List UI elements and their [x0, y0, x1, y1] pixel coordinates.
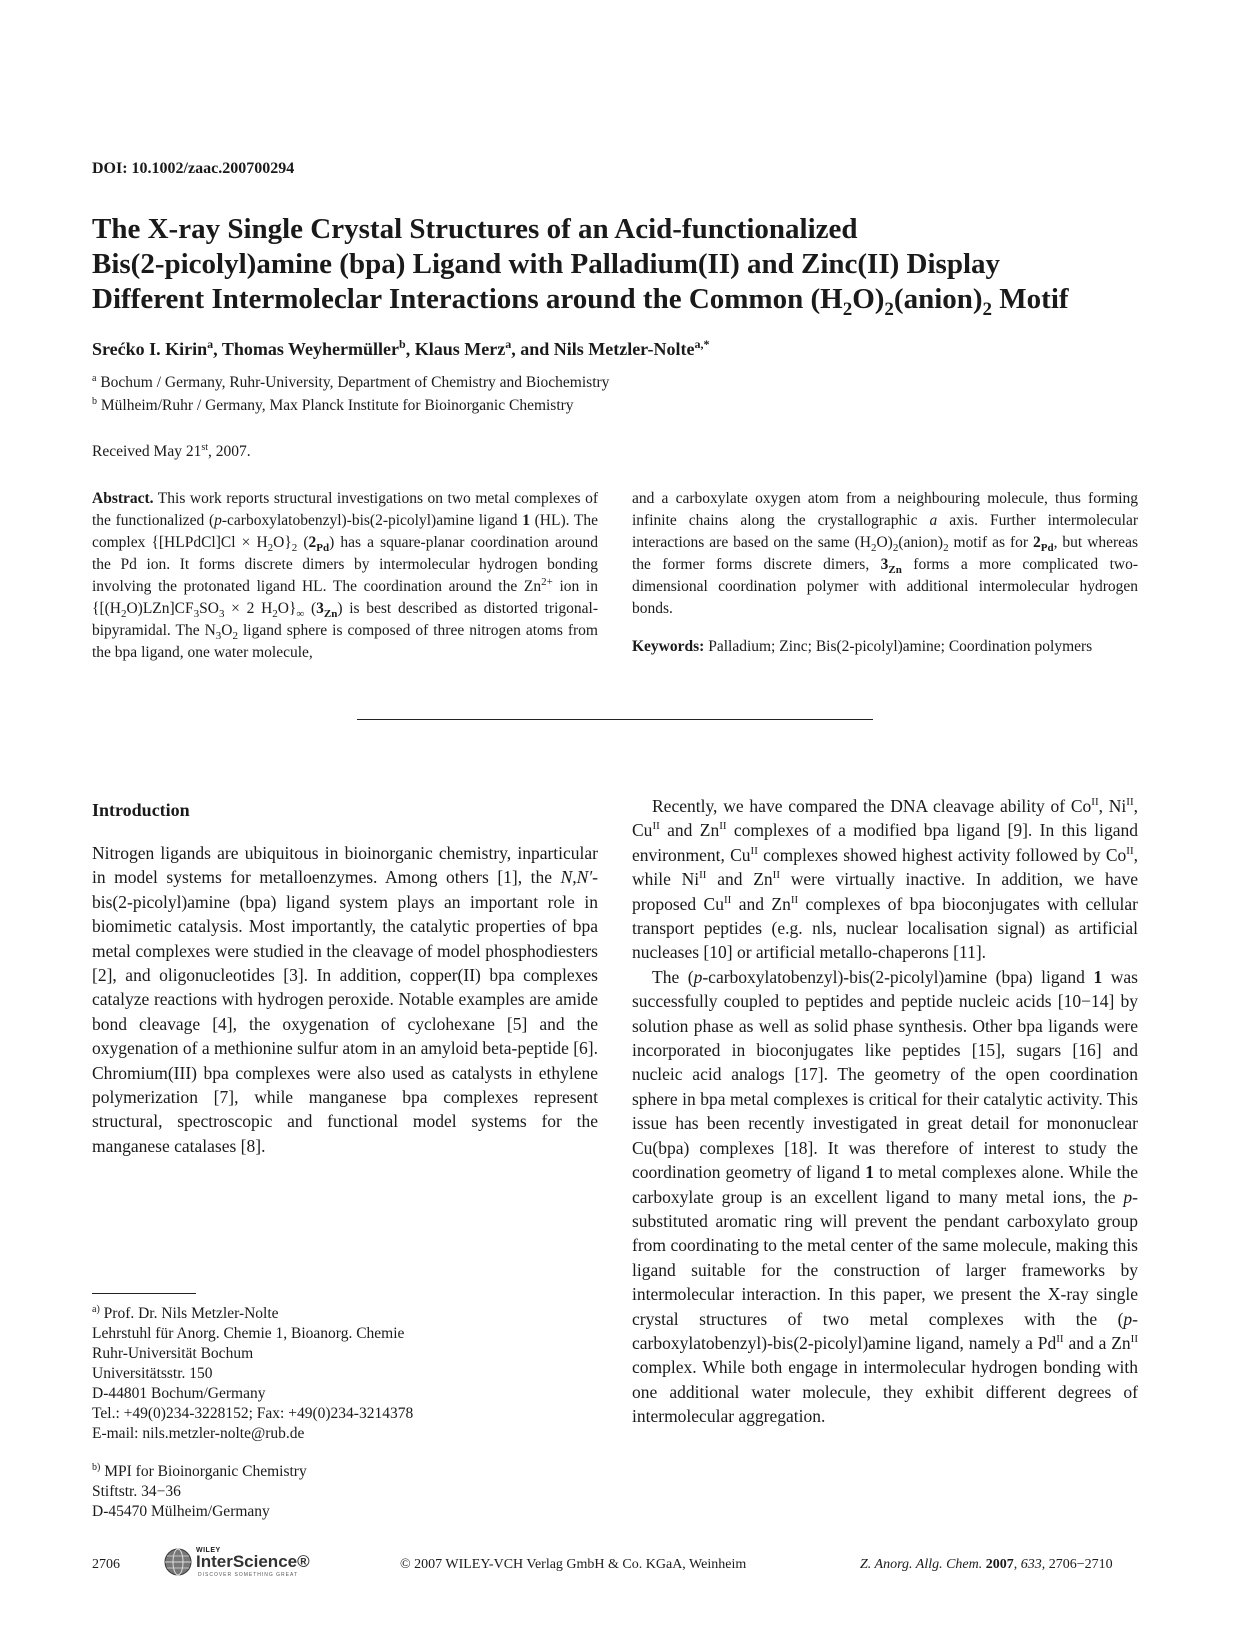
author: Klaus Merz — [414, 339, 506, 359]
journal-citation: Z. Anorg. Allg. Chem. 2007, 633, 2706−2710 — [860, 1557, 1113, 1572]
title-line-3: Different Intermoleclar Interactions around the Common $(H_2O)_2(anion)_2$ Motif — [92, 283, 1069, 320]
affiliation: $^a$ Bochum / Germany, Ruhr-University, Department of Chemistry and Biochemistry — [92, 373, 610, 392]
copyright: © 2007 WILEY-VCH Verlag GmbH & Co. KGaA, Weinheim — [400, 1557, 747, 1572]
intro-column-right — [632, 794, 1138, 1429]
abstract-right: and a carboxylate oxygen atom from a neighbouring molecule, thus forming infinite chains along the crystallographic a axis. Further intermolecular interactions are based on the same $(H_2O)_2(anion)_2$ motif as for $2_{Pd}$, but whereas the former forms discrete dimers, $3_{Zn}$ forms a more complicated two-dimensional coordination polymer with additional intermolecular hydrogen bonds. Keywords: Palladium; Zinc; Bis(2-picolyl)amine; Coordination polymers — [632, 488, 1138, 658]
author: Srećko I. Kirin — [92, 339, 208, 359]
abstract-label: Abstract. — [92, 490, 154, 507]
doi: DOI: 10.1002/zaac.200700294 — [92, 160, 295, 177]
abstract-left: Abstract. This work reports structural investigations on two metal complexes of the functionalized (p-carboxylatobenzyl)-bis(2-picolyl)amine ligand 1 (HL). The complex {[HLPdCl]Cl × $H_2O\}_2$ $(2_{Pd})$ has a square-planar coordination around the Pd ion. It forms discrete dimers by intermolecular hydrogen bonding involving the protonated ligand HL. The coordination around the $Zn^{2+}$ ion in {$[(H_2O)LZn]CF_3SO_3 \times 2$ $H_2O\}_\infty$ $(3_{Zn})$ is best described as distorted trigonal-bipyramidal. The $N_3O_2$ ligand sphere is composed of three nitrogen atoms from the bpa ligand, one water molecule, — [92, 490, 598, 661]
title-line-1: The X-ray Single Crystal Structures of an Acid-functionalized — [92, 213, 858, 245]
intro-paragraph-3: The (p-carboxylatobenzyl)-bis(2-picolyl)amine (bpa) ligand 1 was successfully coupled to peptides and peptide nucleic acids [10−14] by solution phase as well as solid phase synthesis. Other bpa ligands were incorporated in bioconjugates like peptides [15], sugars [16] and nucleic acid analogs [17]. The geometry of the open coordination sphere in bpa metal complexes is critical for their catalytic activity. This issue has been recently investigated in great detail for mononuclear Cu(bpa) complexes [18]. It was therefore of interest to study the coordination geometry of ligand 1 to metal complexes alone. While the carboxylate group is an excellent ligand to many metal ions, the p-substituted aromatic ring will prevent the pendant carboxylato group from coordinating to the metal center of the same molecule, making this ligand suitable for the construction of larger frameworks by intermolecular interaction. In this paper, we present the X-ray single crystal structures of two metal complexes with the (p-carboxylatobenzyl)-bis(2-picolyl)amine ligand, namely a $Pd^{II}$ and a $Zn^{II}$ complex. While both engage in intermolecular hydrogen bonding with one additional water molecule, they exhibit different degrees of intermolecular aggregation. — [632, 966, 1138, 1427]
article-title — [92, 212, 1172, 320]
email-link[interactable]: E-mail: nils.metzler-nolte@rub.de — [92, 1425, 305, 1443]
footnote-a: $^{a)}$ Prof. Dr. Nils Metzler-Nolte Lehrstuhl für Anorg. Chemie 1, Bioanorg. Chemie Ruhr-Universität Bochum Universitätsstr. 150 D-44801 Bochum/Germany Tel.: +49(0)234-3228152; Fax: +49(0)234-3214378 E-mail: nils.metzler-nolte@rub.de — [92, 1304, 414, 1443]
received-date: Received May 21st, 2007. — [92, 442, 251, 461]
keywords: Keywords: Palladium; Zinc; Bis(2-picolyl)amine; Coordination polymers — [632, 638, 1093, 655]
interscience-logo: WILEY InterScience® DISCOVER SOMETHING GREAT — [163, 1547, 323, 1577]
author-list: Srećko I. Kirin$^a$, Thomas Weyhermüller$^b$, Klaus Merz$^a$, and Nils Metzler-Nolte$^{a,*}$ — [92, 337, 710, 359]
section-heading-introduction: Introduction — [92, 800, 190, 820]
affiliation: $^b$ Mülheim/Ruhr / Germany, Max Planck Institute for Bioinorganic Chemistry — [92, 396, 574, 415]
abstract-divider — [357, 719, 873, 720]
author: Thomas Weyhermüller — [221, 339, 400, 359]
page-number: 2706 — [92, 1557, 120, 1572]
globe-icon — [163, 1547, 193, 1577]
intro-paragraph-1: Nitrogen ligands are ubiquitous in bioinorganic chemistry, inparticular in model systems for metalloenzymes. Among others [1], the N,N′-bis(2-picolyl)amine (bpa) ligand system plays an important role in biomimetic catalysis. Most importantly, the catalytic properties of bpa metal complexes were studied in the cleavage of model phosphodiesters [2], and oligonucleotides [3]. In addition, copper(II) bpa complexes catalyze reactions with hydrogen peroxide. Notable examples are amide bond cleavage [4], the oxygenation of cyclohexane [5] and the oxygenation of a methionine sulfur atom in an amyloid beta-peptide [6]. Chromium(III) bpa complexes were also used as catalysts in ethylene polymerization [7], while manganese bpa complexes represent structural, spectroscopic and functional model systems for the manganese catalases [8]. — [92, 843, 598, 1156]
footnote-divider — [92, 1293, 196, 1294]
intro-paragraph-2: Recently, we have compared the DNA cleavage ability of $Co^{II}$, $Ni^{II}$, $Cu^{II}$ and $Zn^{II}$ complexes of a modified bpa ligand [9]. In this ligand environment, $Cu^{II}$ complexes showed highest activity followed by $Co^{II}$, while $Ni^{II}$ and $Zn^{II}$ were virtually inactive. In addition, we have proposed $Cu^{II}$ and $Zn^{II}$ complexes of bpa bioconjugates with cellular transport peptides (e.g. nls, nuclear localisation signal) as artificial nucleases [10] or artificial metallo-chaperons [11]. — [632, 796, 1138, 963]
footnote-b: $^{b)}$ MPI for Bioinorganic Chemistry Stiftstr. 34−36 D-45470 Mülheim/Germany — [92, 1462, 307, 1521]
author: and Nils Metzler-Nolte — [520, 339, 695, 359]
title-line-2: Bis(2-picolyl)amine (bpa) Ligand with Palladium(II) and Zinc(II) Display — [92, 248, 1001, 280]
